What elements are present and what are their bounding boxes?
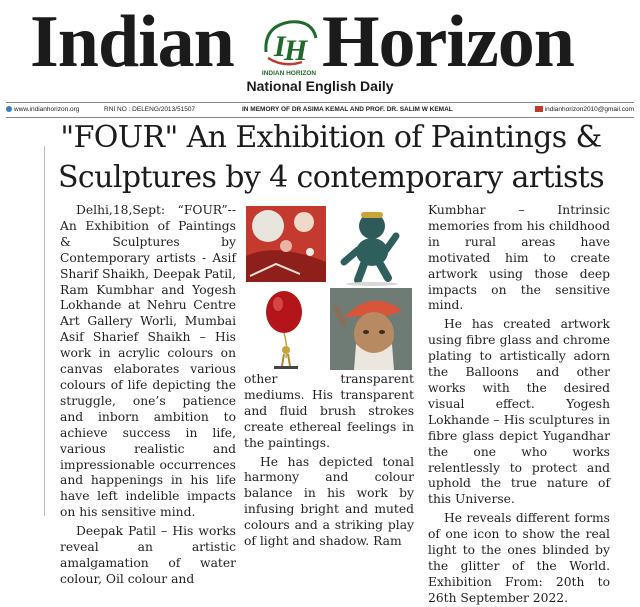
masthead-name-right: Horizon xyxy=(322,1,574,83)
article-column-1 xyxy=(60,203,236,588)
turbaned-man-painting-image xyxy=(330,288,412,370)
article-column-2 xyxy=(244,372,414,550)
paragraph: other transparent mediums. His transparent and fluid brush strokes create ethereal feelings in the paintings. xyxy=(244,372,414,450)
article-column-3 xyxy=(428,203,610,607)
masthead-name-left: Indian xyxy=(30,1,234,83)
column-divider xyxy=(44,146,45,516)
globe-icon xyxy=(6,106,12,112)
logo-caption: INDIAN HORIZON xyxy=(261,70,317,77)
paragraph: He has created artwork using fibre glass and chrome plating to artistically adorn the Balloons and other works with the desired visual effect. Yogesh Lokhande – His sculptures in fibre glass depict Yugandhar the one who works relentlessly to protect and uphold the true nature of this Universe. xyxy=(428,317,610,507)
rni-number: RNI NO : DELENG/2013/51507 xyxy=(104,106,196,113)
abstract-red-painting-image xyxy=(246,206,326,282)
memorial-dedication: IN MEMORY OF DR ASIMA KEMAL AND PROF. DR. SALIM W KEMAL xyxy=(242,106,453,113)
child-sculpture-image xyxy=(330,206,412,286)
svg-text:I: I xyxy=(274,30,286,63)
website-link[interactable]: www.indianhorizon.org xyxy=(6,106,79,113)
mail-icon xyxy=(535,106,543,112)
paragraph: He has depicted tonal harmony and colour balance in his work by infusing bright and muted colours and a striking play of light and shadow. Ram xyxy=(244,454,414,549)
svg-text:H: H xyxy=(284,34,308,67)
paragraph: Delhi,18,Sept: “FOUR”--An Exhibition of Paintings & Sculptures by Contemporary artists - Asif Sharif Shaikh, Deepak Patil, Ram Kumbhar and Yogesh Lokhande at Nehru Centre Art Gallery Worli, Mumbai Asif Sharief Shaikh – His work in acrylic colours on canvas elaborates various colours of life depicting the struggle, one’s patience and inborn ambition to achieve success in life, various realistic and impressionable occurrences and happenings in his life have left indelible impacts on his sensitive mind. xyxy=(60,203,236,520)
balloon-sculpture-image xyxy=(246,288,326,370)
article-headline: "FOUR" An Exhibition of Paintings & Sculptures by 4 contemporary artists xyxy=(57,120,605,195)
email-link[interactable]: indianhorizon2010@gmail.com xyxy=(535,106,634,113)
masthead xyxy=(0,0,640,104)
info-bar xyxy=(6,102,634,118)
paragraph: Deepak Patil – His works reveal an artistic amalgamation of water colour, Oil colour and xyxy=(60,524,236,586)
tagline: National English Daily xyxy=(246,78,394,94)
paragraph: Kumbhar – Intrinsic memories from his childhood in rural areas have motivated him to create artwork using those deep impacts on the sensitive mind. xyxy=(428,203,610,313)
newspaper-logo-icon xyxy=(254,12,326,78)
paragraph: He reveals different forms of one icon to show the real light to the ones blinded by the glitter of the World. Exhibition From: 20th to 26th September 2022. xyxy=(428,511,610,605)
artwork-photo-grid xyxy=(246,206,414,370)
